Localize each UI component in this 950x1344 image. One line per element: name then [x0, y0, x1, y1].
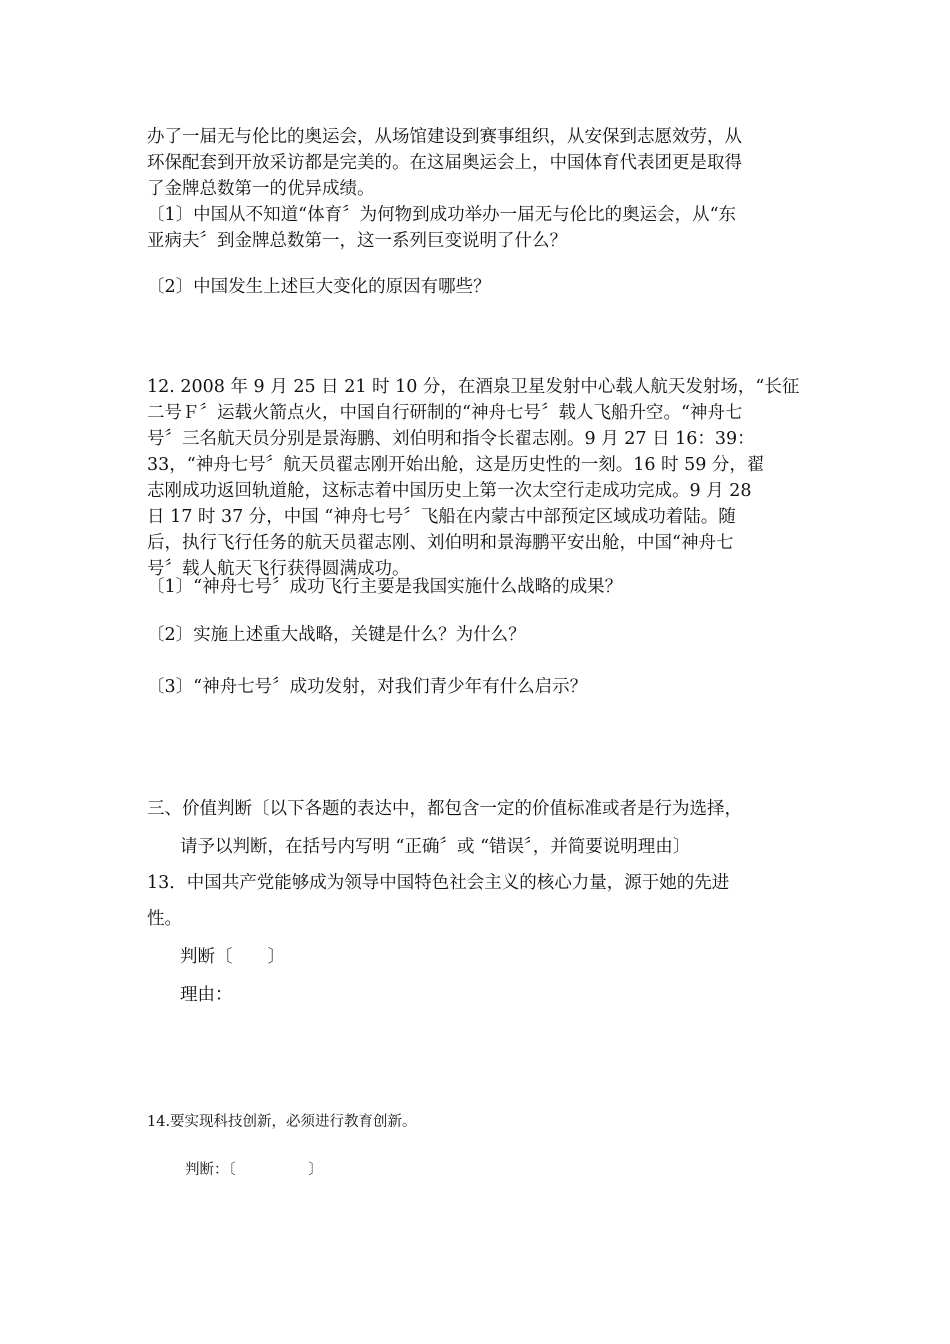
q12-text-line-3: 号〞三名航天员分别是景海鹏、刘伯明和指令长翟志刚。9 月 27 日 16：39： [147, 429, 755, 449]
q12-text-line-2: 二号Ｆ〞运载火箭点火，中国自行研制的“神舟七号〞载人飞船升空。“神舟七 [147, 403, 743, 423]
section3-title-cont: 请予以判断，在括号内写明 “正确〞或 “错误〞，并简要说明理由〕 [180, 837, 691, 857]
q12-text-line-4: 33，“神舟七号〞航天员翟志刚开始出舱，这是历史性的一刻。16 时 59 分，翟 [147, 455, 765, 475]
q12-text-line-7: 后，执行飞行任务的航天员翟志刚、刘伯明和景海鹏平安出舱，中国“神舟七 [147, 533, 734, 553]
q11-text-line-2: 环保配套到开放采访都是完美的。在这届奥运会上，中国体育代表团更是取得 [147, 153, 742, 173]
q12-text-line-8: 号〞载人航天飞行获得圆满成功。 [147, 559, 410, 579]
q12-text-line-5: 志刚成功返回轨道舱，这标志着中国历史上第一次太空行走成功完成。9 月 28 [147, 481, 752, 501]
q13-line-1: 13．中国共产党能够成为领导中国特色社会主义的核心力量，源于她的先进 [147, 873, 730, 893]
q11-sub1-line-2: 亚病夫〞到金牌总数第一，这一系列巨变说明了什么？ [147, 231, 567, 251]
q12-text-line-1: 12. 2008 年 9 月 25 日 21 时 10 分，在酒泉卫星发射中心载人航天发射场，“长征 [147, 377, 800, 397]
section3-title: 三、价值判断〔以下各题的表达中，都包含一定的价值标准或者是行为选择， [147, 799, 742, 819]
q14-judgement: 判断：〔 〕 [185, 1162, 323, 1178]
q13-judgement: 判断〔 〕 [180, 947, 285, 967]
q12-sub3: 〔3〕“神舟七号〞成功发射，对我们青少年有什么启示？ [147, 677, 588, 697]
q11-sub1-line-1: 〔1〕中国从不知道“体育〞为何物到成功举办一届无与伦比的奥运会，从“东 [147, 205, 737, 225]
q12-text-line-6: 日 17 时 37 分，中国 “神舟七号〞飞船在内蒙古中部预定区域成功着陆。随 [147, 507, 736, 527]
q14-text: 14.要实现科技创新，必须进行教育创新。 [147, 1114, 417, 1130]
q11-text-line-1: 办了一届无与伦比的奥运会，从场馆建设到赛事组织，从安保到志愿效劳，从 [147, 127, 742, 147]
q13-reason-label: 理由： [180, 985, 233, 1005]
q13-line-2: 性。 [147, 909, 182, 929]
q11-text-line-3: 了金牌总数第一的优异成绩。 [147, 179, 375, 199]
q12-sub2: 〔2〕实施上述重大战略，关键是什么？为什么？ [147, 625, 526, 645]
q11-sub2: 〔2〕中国发生上述巨大变化的原因有哪些？ [147, 277, 491, 297]
q12-sub1: 〔1〕“神舟七号〞成功飞行主要是我国实施什么战略的成果？ [147, 577, 623, 597]
